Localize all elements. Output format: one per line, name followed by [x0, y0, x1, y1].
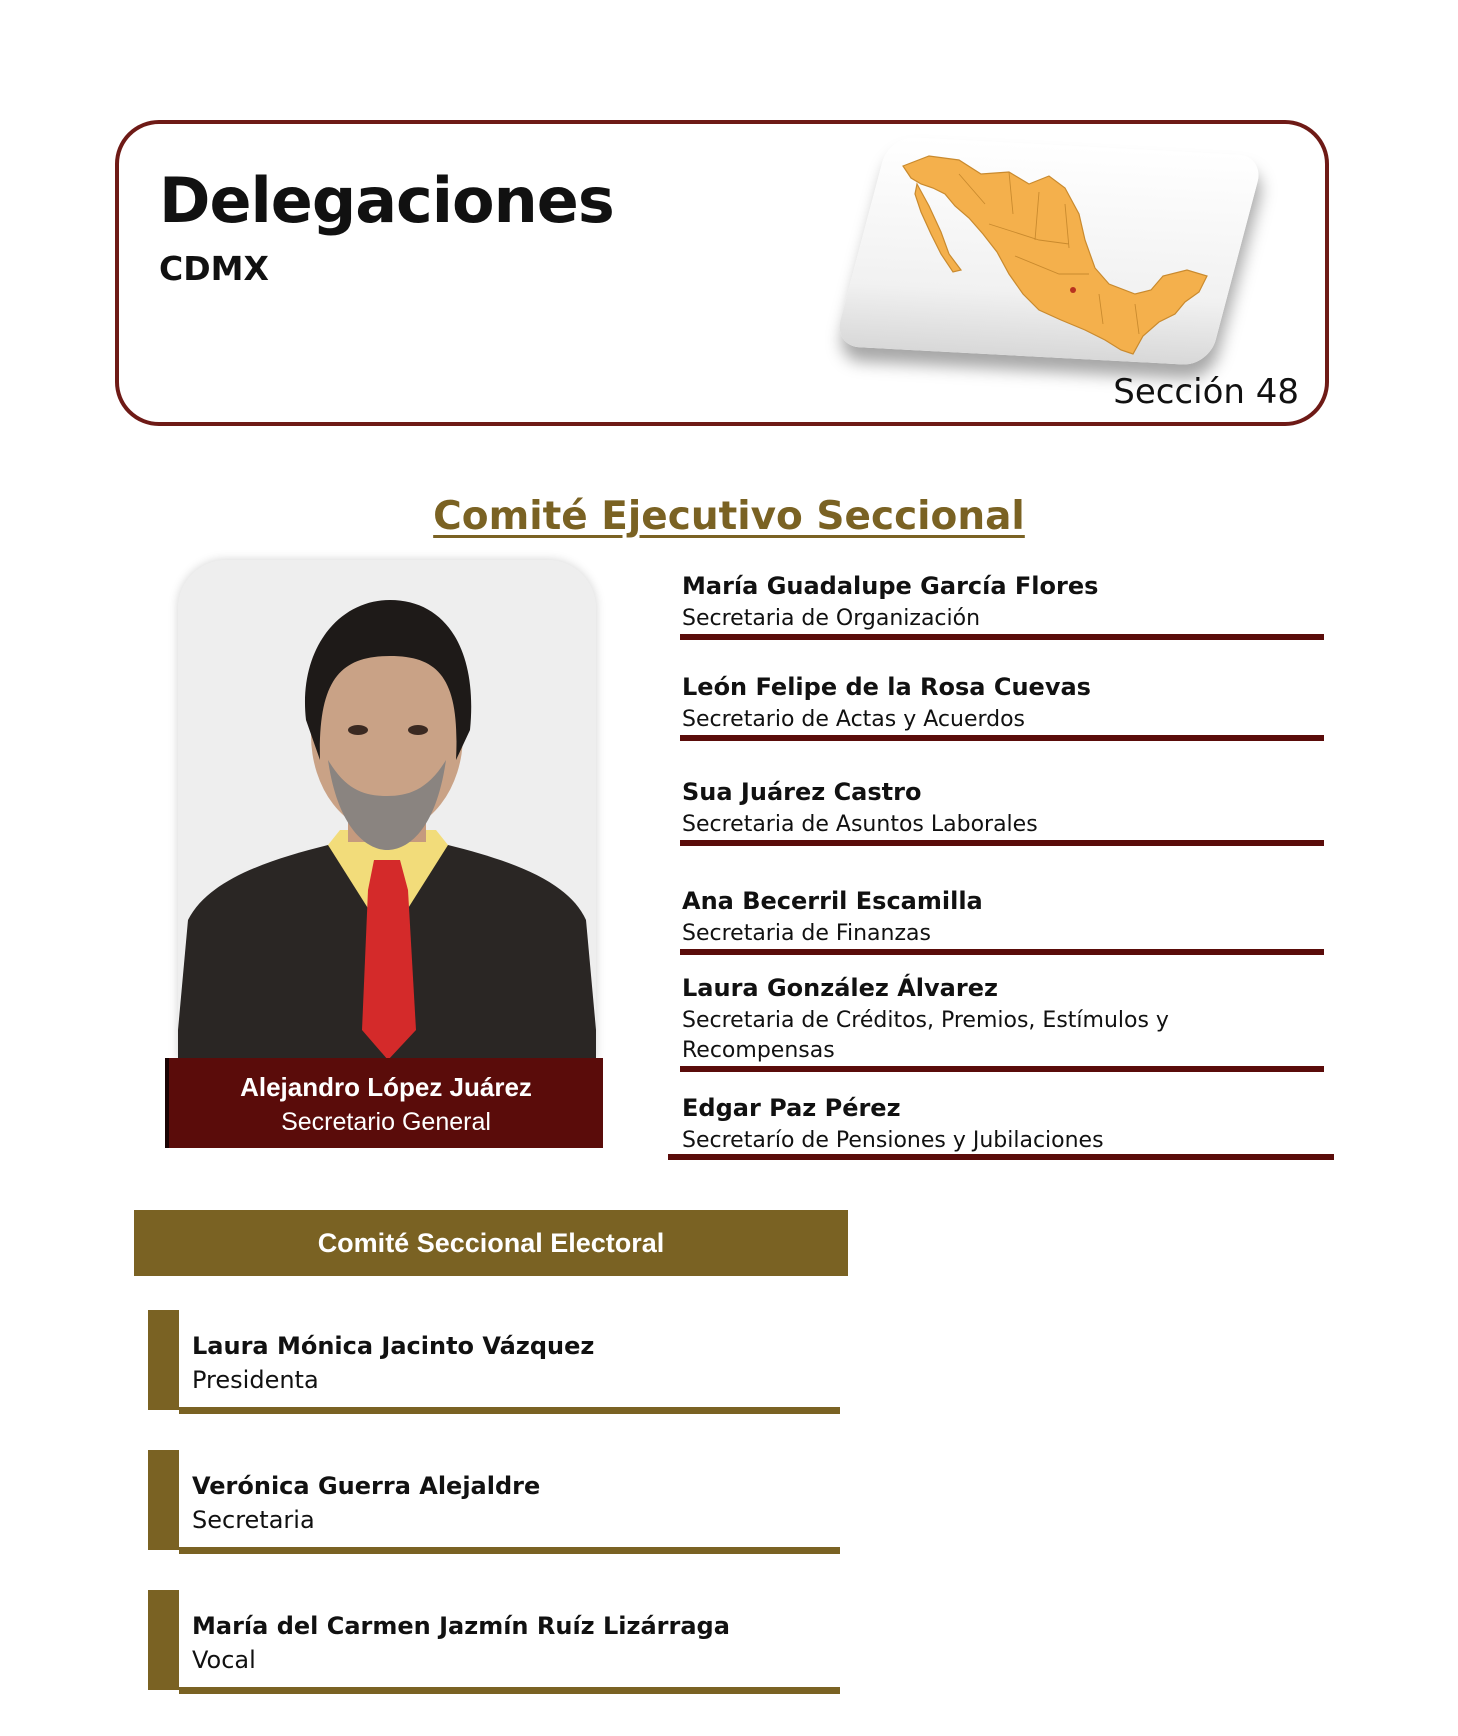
member-role: Vocal	[192, 1646, 256, 1674]
member-role: Secretaria de Finanzas	[682, 921, 931, 946]
portrait-illustration	[178, 560, 596, 1060]
electoral-member	[148, 1310, 848, 1410]
member-name: María del Carmen Jazmín Ruíz Lizárraga	[192, 1612, 730, 1640]
electoral-member	[148, 1450, 848, 1550]
member-divider	[680, 735, 1324, 741]
member-role: Presidenta	[192, 1366, 319, 1394]
executive-member	[682, 673, 1322, 735]
portrait-photo	[178, 560, 596, 1060]
member-divider	[179, 1407, 840, 1414]
member-role: Secretario de Actas y Acuerdos	[682, 707, 1026, 732]
accent-bar	[148, 1590, 179, 1690]
page-subtitle: CDMX	[159, 249, 269, 288]
member-name: León Felipe de la Rosa Cuevas	[682, 673, 1091, 701]
member-divider	[668, 1154, 1334, 1160]
member-name: Edgar Paz Pérez	[682, 1094, 901, 1122]
member-name: Laura Mónica Jacinto Vázquez	[192, 1332, 595, 1360]
member-role: Secretarío de Pensiones y Jubilaciones	[682, 1128, 1104, 1153]
member-name: Verónica Guerra Alejaldre	[192, 1472, 541, 1500]
header-box	[115, 120, 1329, 426]
page-title: Delegaciones	[159, 164, 614, 237]
electoral-committee-heading: Comité Seccional Electoral	[134, 1210, 848, 1276]
member-divider	[680, 1066, 1324, 1072]
member-divider	[179, 1547, 840, 1554]
executive-member	[682, 1094, 1322, 1156]
member-role: Secretaria de Organización	[682, 606, 981, 631]
general-secretary-name: Alejandro López Juárez	[240, 1072, 532, 1102]
member-role: Secretaria de Asuntos Laborales	[682, 812, 1038, 837]
member-name: María Guadalupe García Flores	[682, 572, 1099, 600]
member-name: Sua Juárez Castro	[682, 778, 922, 806]
accent-bar	[148, 1450, 179, 1550]
member-name: Ana Becerril Escamilla	[682, 887, 983, 915]
member-divider	[680, 840, 1324, 846]
general-secretary-role: Secretario General	[281, 1108, 491, 1136]
general-secretary-plate	[165, 1058, 603, 1148]
section-number: Sección 48	[1113, 372, 1299, 412]
mexico-map-icon	[889, 144, 1229, 374]
executive-member	[682, 974, 1242, 1066]
executive-member	[682, 778, 1322, 840]
member-divider	[680, 634, 1324, 640]
member-divider	[680, 949, 1324, 955]
accent-bar	[148, 1310, 179, 1410]
executive-member	[682, 887, 1322, 949]
member-divider	[179, 1687, 840, 1694]
executive-committee-heading: Comité Ejecutivo Seccional	[433, 494, 1025, 539]
member-name: Laura González Álvarez	[682, 974, 998, 1002]
executive-member	[682, 572, 1322, 634]
member-role: Secretaria de Créditos, Premios, Estímulos y Recompensas	[682, 1008, 1169, 1063]
electoral-member	[148, 1590, 848, 1690]
member-role: Secretaria	[192, 1506, 315, 1534]
